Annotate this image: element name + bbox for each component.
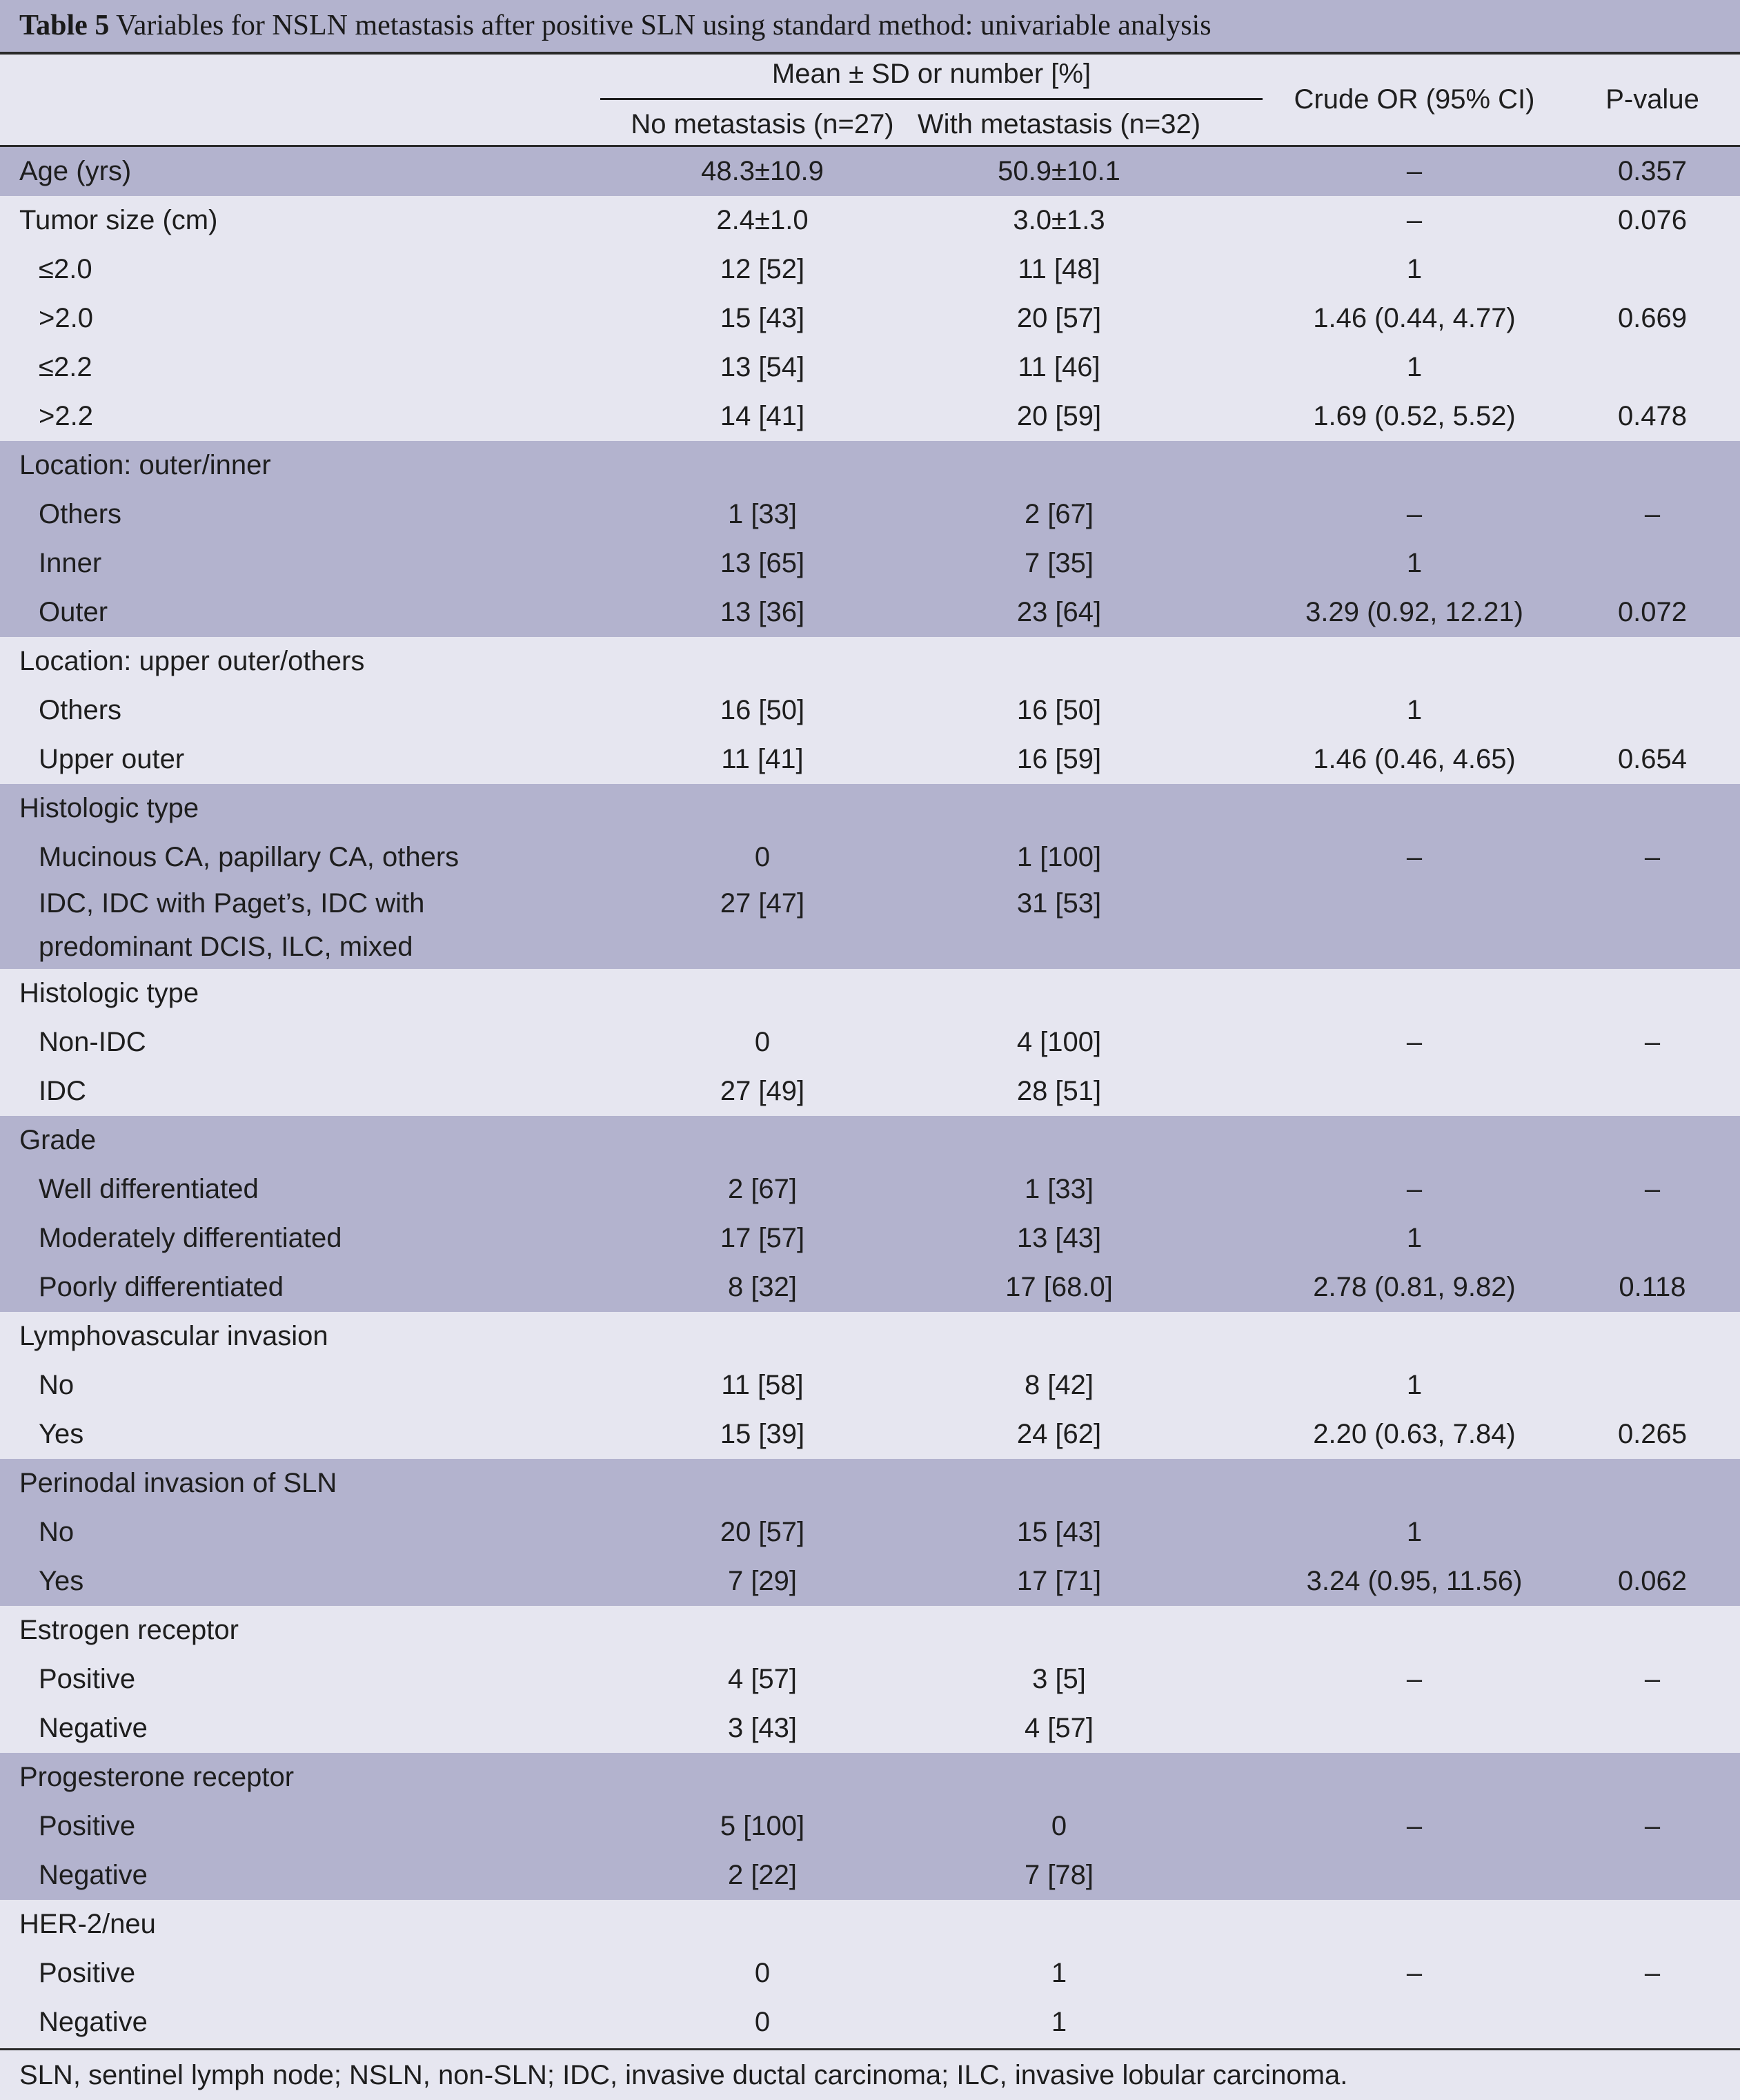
table-row	[0, 1263, 1740, 1312]
cell-crude-or: 1	[1406, 1517, 1423, 1547]
table-row	[0, 882, 1740, 969]
cell-crude-or: 1.46 (0.44, 4.77)	[1313, 303, 1516, 333]
cell-p-value: 0.669	[1617, 303, 1688, 333]
cell-with-metastasis: 24 [62]	[1016, 1419, 1102, 1449]
row-label	[39, 1851, 148, 1900]
table-row	[0, 1655, 1740, 1704]
table-row	[0, 1851, 1740, 1900]
row-label	[39, 1263, 284, 1312]
table-row	[0, 147, 1740, 196]
row-label	[19, 1900, 156, 1949]
cell-with-metastasis: 11 [48]	[1018, 254, 1100, 284]
cell-no-metastasis: 7 [29]	[727, 1566, 798, 1596]
table-row	[0, 1949, 1740, 1998]
row-group	[0, 1312, 1740, 1459]
header-span-line	[600, 98, 1263, 100]
row-label-text: Well differentiated	[39, 1174, 259, 1204]
cell-with-metastasis: 7 [78]	[1024, 1860, 1094, 1890]
row-group	[0, 784, 1740, 969]
row-label-text: Moderately differentiated	[39, 1223, 342, 1253]
row-label-text: IDC, IDC with Paget’s, IDC with	[39, 888, 425, 919]
cell-with-metastasis: 3.0±1.3	[1013, 205, 1105, 235]
table-row	[0, 784, 1740, 833]
cell-no-metastasis: 11 [58]	[721, 1370, 804, 1400]
cell-no-metastasis: 2 [67]	[727, 1174, 798, 1204]
row-label	[19, 1459, 337, 1508]
cell-crude-or: –	[1406, 499, 1423, 529]
row-label-text: Positive	[39, 1958, 136, 1988]
table-row	[0, 637, 1740, 686]
cell-crude-or: –	[1406, 1811, 1423, 1841]
cell-p-value: 0.478	[1617, 401, 1688, 431]
cell-no-metastasis: 13 [54]	[720, 352, 805, 382]
row-label	[39, 1067, 86, 1116]
row-label	[39, 245, 92, 294]
row-label	[19, 1753, 294, 1802]
table-row	[0, 686, 1740, 735]
cell-no-metastasis: 17 [57]	[720, 1223, 805, 1253]
row-label	[39, 1704, 148, 1753]
row-label-text: Upper outer	[39, 744, 185, 774]
cell-crude-or: 1	[1406, 548, 1423, 578]
table-title: Variables for NSLN metastasis after positive SLN using standard method: univariable analysis	[116, 10, 1212, 41]
row-label	[39, 1410, 83, 1459]
row-label-text: Estrogen receptor	[19, 1615, 239, 1645]
cell-with-metastasis: 4 [57]	[1024, 1713, 1094, 1743]
row-label-text: Outer	[39, 597, 108, 627]
cell-p-value: 0.357	[1617, 156, 1688, 186]
row-label	[39, 392, 93, 441]
cell-with-metastasis: 50.9±10.1	[998, 156, 1120, 186]
cell-no-metastasis: 14 [41]	[720, 401, 805, 431]
row-label-text: Others	[39, 499, 122, 529]
top-rule	[0, 52, 1740, 55]
row-label	[19, 147, 131, 196]
table-row	[0, 1410, 1740, 1459]
row-label-text: Negative	[39, 1860, 148, 1890]
row-label	[39, 343, 92, 392]
row-label-text: Histologic type	[19, 793, 199, 823]
row-label	[19, 969, 199, 1018]
row-label-text: Negative	[39, 2007, 148, 2037]
row-label	[39, 539, 101, 588]
table-row	[0, 1557, 1740, 1606]
cell-with-metastasis: 15 [43]	[1016, 1517, 1102, 1547]
row-label-text: Mucinous CA, papillary CA, others	[39, 842, 459, 872]
row-label	[39, 882, 424, 969]
cell-p-value: –	[1644, 1027, 1661, 1057]
row-label	[39, 735, 184, 784]
cell-no-metastasis: 2 [22]	[727, 1860, 798, 1890]
row-label-text: Lymphovascular invasion	[19, 1321, 328, 1351]
table-row	[0, 1116, 1740, 1165]
table-row	[0, 1704, 1740, 1753]
cell-no-metastasis: 15 [39]	[720, 1419, 805, 1449]
table-row	[0, 245, 1740, 294]
cell-p-value: –	[1644, 1664, 1661, 1694]
table-row	[0, 539, 1740, 588]
table-row	[0, 1214, 1740, 1263]
cell-with-metastasis: 20 [59]	[1016, 401, 1102, 431]
row-label	[39, 1802, 135, 1851]
row-label-text: Location: outer/inner	[19, 450, 271, 480]
row-label-text: HER-2/neu	[19, 1909, 156, 1939]
cell-with-metastasis: 1	[1051, 2007, 1067, 2037]
cell-no-metastasis: 48.3±10.9	[701, 156, 824, 186]
table-row	[0, 441, 1740, 490]
cell-no-metastasis: 0	[754, 1958, 771, 1988]
row-label-text: Yes	[39, 1566, 84, 1596]
cell-p-value: –	[1644, 499, 1661, 529]
table-row	[0, 1900, 1740, 1949]
cell-crude-or: –	[1406, 1174, 1423, 1204]
table-number: Table 5	[19, 10, 110, 41]
table-row	[0, 735, 1740, 784]
cell-no-metastasis: 13 [65]	[720, 548, 805, 578]
row-label	[39, 588, 108, 637]
cell-with-metastasis: 2 [67]	[1024, 499, 1094, 529]
row-label-text: Positive	[39, 1664, 136, 1694]
cell-crude-or: –	[1406, 156, 1423, 186]
cell-p-value: –	[1644, 1174, 1661, 1204]
cell-with-metastasis: 28 [51]	[1016, 1076, 1102, 1106]
cell-p-value: 0.062	[1617, 1566, 1688, 1596]
row-label-text: ≤2.0	[39, 254, 92, 284]
cell-crude-or: –	[1406, 1958, 1423, 1988]
cell-crude-or: 1.46 (0.46, 4.65)	[1313, 744, 1516, 774]
row-label-text: Age (yrs)	[19, 156, 132, 186]
cell-crude-or: 1	[1406, 254, 1423, 284]
cell-crude-or: –	[1406, 1664, 1423, 1694]
table-row	[0, 1361, 1740, 1410]
row-label	[39, 1508, 74, 1557]
cell-crude-or: 3.24 (0.95, 11.56)	[1306, 1566, 1523, 1596]
cell-no-metastasis: 27 [47]	[720, 888, 805, 919]
cell-with-metastasis: 7 [35]	[1024, 548, 1094, 578]
row-label-text: Histologic type	[19, 978, 199, 1008]
table-row	[0, 196, 1740, 245]
table-row	[0, 294, 1740, 343]
cell-with-metastasis: 1 [100]	[1016, 842, 1102, 872]
row-label	[39, 686, 121, 735]
row-label	[39, 1655, 135, 1704]
cell-with-metastasis: 0	[1051, 1811, 1067, 1841]
row-group	[0, 196, 1740, 441]
cell-crude-or: 1	[1406, 352, 1423, 382]
row-label	[39, 1018, 146, 1067]
cell-crude-or: 3.29 (0.92, 12.21)	[1305, 597, 1523, 627]
cell-no-metastasis: 20 [57]	[720, 1517, 805, 1547]
row-label-text: Negative	[39, 1713, 148, 1743]
row-label	[39, 1557, 83, 1606]
row-label	[39, 490, 121, 539]
row-label-text: Poorly differentiated	[39, 1272, 284, 1302]
cell-crude-or: 1	[1406, 695, 1423, 725]
row-label	[19, 441, 271, 490]
header-p-value: P-value	[1605, 84, 1699, 115]
cell-p-value: 0.076	[1617, 205, 1688, 235]
cell-crude-or: 1.69 (0.52, 5.52)	[1313, 401, 1516, 431]
cell-no-metastasis: 3 [43]	[727, 1713, 798, 1743]
row-group	[0, 1753, 1740, 1900]
row-label	[19, 1116, 96, 1165]
cell-with-metastasis: 23 [64]	[1016, 597, 1102, 627]
row-label-text: IDC	[39, 1076, 86, 1106]
row-label-text: Others	[39, 695, 122, 725]
row-label	[39, 1998, 148, 2047]
row-label-text: No	[39, 1517, 75, 1547]
cell-no-metastasis: 15 [43]	[720, 303, 805, 333]
table-row	[0, 1165, 1740, 1214]
row-label-text: Grade	[19, 1125, 97, 1155]
cell-p-value: –	[1644, 842, 1661, 872]
row-label-text: Positive	[39, 1811, 136, 1841]
row-group	[0, 1116, 1740, 1312]
cell-p-value: 0.265	[1617, 1419, 1688, 1449]
row-label-text: >2.0	[39, 303, 93, 333]
row-group	[0, 441, 1740, 637]
cell-with-metastasis: 13 [43]	[1016, 1223, 1102, 1253]
cell-crude-or: –	[1406, 205, 1423, 235]
table-row	[0, 969, 1740, 1018]
cell-with-metastasis: 16 [59]	[1016, 744, 1102, 774]
row-label	[39, 1165, 259, 1214]
cell-no-metastasis: 5 [100]	[720, 1811, 805, 1841]
cell-with-metastasis: 16 [50]	[1016, 695, 1102, 725]
cell-no-metastasis: 2.4±1.0	[716, 205, 809, 235]
cell-no-metastasis: 27 [49]	[720, 1076, 805, 1106]
row-label-text: No	[39, 1370, 75, 1400]
cell-with-metastasis: 17 [68.0]	[1005, 1272, 1113, 1302]
header-with-metastasis: With metastasis (n=32)	[917, 109, 1201, 139]
cell-no-metastasis: 4 [57]	[727, 1664, 798, 1694]
row-label	[19, 637, 364, 686]
cell-p-value: 0.118	[1619, 1272, 1686, 1302]
cell-crude-or: 1	[1406, 1223, 1423, 1253]
row-label	[39, 833, 459, 882]
row-label	[19, 1312, 328, 1361]
row-label-text: Perinodal invasion of SLN	[19, 1468, 337, 1498]
row-label	[39, 294, 93, 343]
row-group	[0, 1900, 1740, 2047]
cell-no-metastasis: 8 [32]	[727, 1272, 798, 1302]
row-label	[19, 784, 199, 833]
table-caption	[0, 0, 1740, 52]
cell-crude-or: 2.20 (0.63, 7.84)	[1313, 1419, 1516, 1449]
table-row	[0, 1753, 1740, 1802]
row-label	[19, 196, 217, 245]
cell-no-metastasis: 13 [36]	[720, 597, 805, 627]
row-label	[39, 1214, 342, 1263]
row-label-text: ≤2.2	[39, 352, 92, 382]
header-span-label: Mean ± SD or number [%]	[771, 59, 1091, 89]
cell-p-value: –	[1644, 1811, 1661, 1841]
cell-no-metastasis: 0	[754, 842, 771, 872]
cell-no-metastasis: 16 [50]	[720, 695, 805, 725]
cell-no-metastasis: 0	[754, 1027, 771, 1057]
cell-with-metastasis: 17 [71]	[1016, 1566, 1102, 1596]
table-row	[0, 1508, 1740, 1557]
cell-crude-or: –	[1406, 1027, 1423, 1057]
cell-with-metastasis: 1 [33]	[1024, 1174, 1094, 1204]
table-row	[0, 833, 1740, 882]
row-label-text: Location: upper outer/others	[19, 646, 365, 676]
table-row	[0, 1018, 1740, 1067]
table-body	[0, 147, 1740, 2047]
row-group	[0, 1606, 1740, 1753]
row-label-text: Non-IDC	[39, 1027, 146, 1057]
table-row	[0, 392, 1740, 441]
row-label-text: Tumor size (cm)	[19, 205, 218, 235]
cell-with-metastasis: 31 [53]	[1016, 888, 1102, 919]
row-label-text: Progesterone receptor	[19, 1762, 295, 1792]
row-group	[0, 147, 1740, 196]
row-group	[0, 969, 1740, 1116]
row-group	[0, 637, 1740, 784]
table-row	[0, 1802, 1740, 1851]
cell-no-metastasis: 12 [52]	[720, 254, 805, 284]
row-label-text: Yes	[39, 1419, 84, 1449]
table-row	[0, 1459, 1740, 1508]
cell-p-value: –	[1644, 1958, 1661, 1988]
cell-no-metastasis: 11 [41]	[721, 744, 804, 774]
row-label-text: >2.2	[39, 401, 93, 431]
row-label	[39, 1361, 74, 1410]
row-label	[39, 1949, 135, 1998]
cell-with-metastasis: 11 [46]	[1018, 352, 1100, 382]
row-label	[19, 1606, 239, 1655]
row-label-text-continued: predominant DCIS, ILC, mixed	[39, 932, 413, 962]
row-label-text: Inner	[39, 548, 102, 578]
cell-p-value: 0.654	[1617, 744, 1688, 774]
table-row	[0, 1312, 1740, 1361]
cell-crude-or: 2.78 (0.81, 9.82)	[1313, 1272, 1516, 1302]
cell-with-metastasis: 1	[1051, 1958, 1067, 1988]
cell-no-metastasis: 1 [33]	[727, 499, 798, 529]
table-row	[0, 1998, 1740, 2047]
cell-with-metastasis: 3 [5]	[1032, 1664, 1086, 1694]
cell-crude-or: 1	[1406, 1370, 1423, 1400]
cell-crude-or: –	[1406, 842, 1423, 872]
header-no-metastasis: No metastasis (n=27)	[631, 109, 894, 139]
cell-with-metastasis: 20 [57]	[1016, 303, 1102, 333]
table-footnote: SLN, sentinel lymph node; NSLN, non-SLN; IDC, invasive ductal carcinoma; ILC, invasive lobular carcinoma.	[0, 2050, 1740, 2100]
table-row	[0, 1067, 1740, 1116]
row-group	[0, 1459, 1740, 1606]
cell-no-metastasis: 0	[754, 2007, 771, 2037]
cell-with-metastasis: 4 [100]	[1016, 1027, 1102, 1057]
table-row	[0, 1606, 1740, 1655]
cell-p-value: 0.072	[1617, 597, 1688, 627]
table-row	[0, 343, 1740, 392]
table-row	[0, 588, 1740, 637]
cell-with-metastasis: 8 [42]	[1024, 1370, 1094, 1400]
table-row	[0, 490, 1740, 539]
header-crude-or: Crude OR (95% CI)	[1294, 84, 1535, 115]
